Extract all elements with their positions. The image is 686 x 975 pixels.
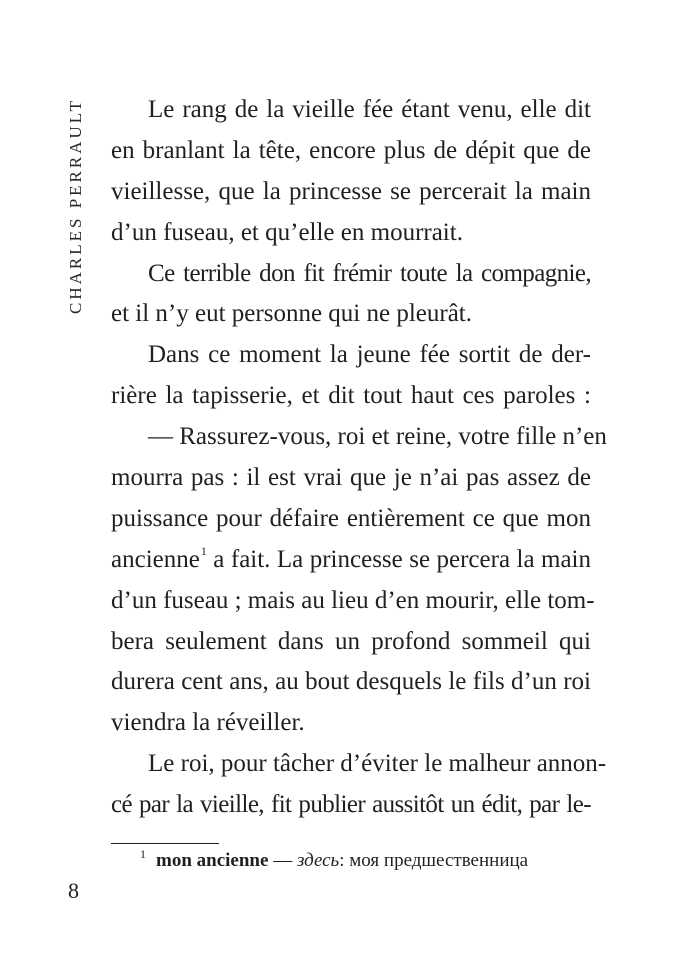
footnote xyxy=(140,848,528,874)
text-line: et il n’y eut personne qui ne pleurât. xyxy=(111,300,472,328)
text-line: Ce terrible don fit frémir toute la compagnie, xyxy=(148,259,591,287)
footnote-marker[interactable]: 1 xyxy=(200,543,207,558)
text-line: bera seulement dans un profond sommeil qui xyxy=(111,627,591,655)
text-line-with-footnote xyxy=(111,540,591,581)
text-line: en branlant la tête, encore plus de dépit que de xyxy=(111,136,591,164)
line-continuation: a fait. La princesse se percera la main xyxy=(206,545,591,573)
text-line: Dans ce moment la jeune fée sortit de der- xyxy=(148,341,591,369)
text-line: d’un fuseau, et qu’elle en mourrait. xyxy=(111,218,463,246)
footnote-dash: — xyxy=(268,850,297,871)
text-line: vieillesse, que la princesse se percerait la main xyxy=(111,177,591,205)
text-line: d’un fuseau ; mais au lieu d’en mourir, elle tom- xyxy=(111,586,595,614)
text-line: Le rang de la vieille fée étant venu, elle dit xyxy=(148,96,591,123)
author-name: CHARLES PERRAULT xyxy=(66,98,85,314)
footnote-gloss-label: здесь xyxy=(296,850,340,871)
footnoted-word: ancienne xyxy=(111,545,200,573)
body-text xyxy=(111,90,607,826)
text-line: puissance pour défaire entièrement ce que mon xyxy=(111,504,591,532)
text-line: viendra la réveiller. xyxy=(111,709,305,737)
text-line: rière la tapisserie, et dit tout haut ces paroles : xyxy=(111,382,591,410)
text-line: cé par la vieille, fit publier aussitôt un édit, par le- xyxy=(111,791,591,819)
footnote-number: 1 xyxy=(140,847,146,861)
footnote-divider xyxy=(111,843,219,844)
text-line: durera cent ans, au bout desquels le fils d’un roi xyxy=(111,668,591,696)
page-number: 8 xyxy=(68,878,79,903)
text-line: Le roi, pour tâcher d’éviter le malheur annon- xyxy=(148,750,607,778)
footnote-term: mon ancienne xyxy=(156,850,269,871)
text-line: mourra pas : il est vrai que je n’ai pas assez de xyxy=(111,464,591,492)
footnote-gloss: : моя предшественница xyxy=(339,850,529,871)
text-line: — Rassurez-vous, roi et reine, votre fille n’en xyxy=(148,423,607,451)
